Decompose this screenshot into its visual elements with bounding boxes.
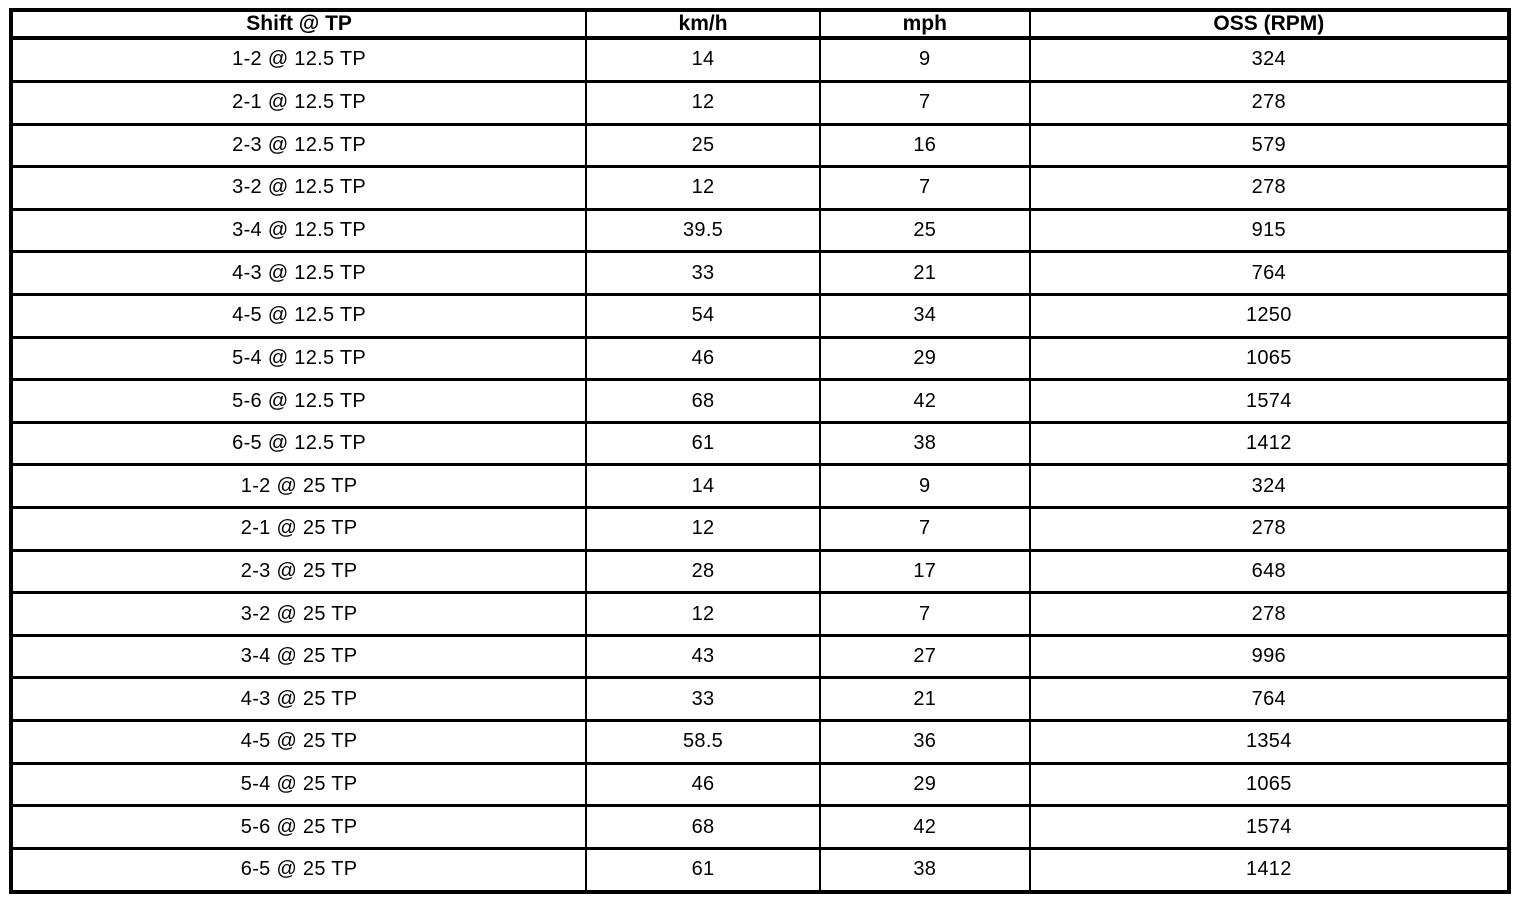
table-row: [11, 465, 1509, 508]
column-header-mph: mph: [820, 10, 1030, 38]
table-row: [11, 38, 1509, 81]
table-row: [11, 209, 1509, 252]
oss-rpm-cell: 324: [1030, 38, 1509, 81]
kmh-cell: 46: [586, 763, 820, 806]
mph-cell: 7: [820, 81, 1030, 124]
mph-cell: 21: [820, 678, 1030, 721]
kmh-cell: 68: [586, 380, 820, 423]
kmh-cell: 12: [586, 81, 820, 124]
shift-cell: 4-5 @ 12.5 TP: [11, 294, 586, 337]
kmh-cell: 46: [586, 337, 820, 380]
oss-rpm-cell: 1250: [1030, 294, 1509, 337]
header-row: [11, 10, 1509, 38]
oss-rpm-cell: 648: [1030, 550, 1509, 593]
mph-cell: 7: [820, 508, 1030, 551]
kmh-cell: 14: [586, 465, 820, 508]
shift-cell: 5-4 @ 25 TP: [11, 763, 586, 806]
oss-rpm-cell: 996: [1030, 635, 1509, 678]
mph-cell: 17: [820, 550, 1030, 593]
table-body: [11, 38, 1509, 892]
table-row: [11, 678, 1509, 721]
table-row: [11, 252, 1509, 295]
oss-rpm-cell: 1412: [1030, 422, 1509, 465]
oss-rpm-cell: 764: [1030, 252, 1509, 295]
table-row: [11, 508, 1509, 551]
shift-cell: 6-5 @ 25 TP: [11, 848, 586, 892]
table-row: [11, 550, 1509, 593]
shift-cell: 4-3 @ 25 TP: [11, 678, 586, 721]
shift-cell: 4-5 @ 25 TP: [11, 721, 586, 764]
kmh-cell: 61: [586, 422, 820, 465]
table-row: [11, 380, 1509, 423]
mph-cell: 7: [820, 593, 1030, 636]
oss-rpm-cell: 1574: [1030, 380, 1509, 423]
mph-cell: 42: [820, 380, 1030, 423]
mph-cell: 21: [820, 252, 1030, 295]
kmh-cell: 68: [586, 806, 820, 849]
table-row: [11, 635, 1509, 678]
mph-cell: 25: [820, 209, 1030, 252]
mph-cell: 34: [820, 294, 1030, 337]
table-row: [11, 763, 1509, 806]
oss-rpm-cell: 915: [1030, 209, 1509, 252]
shift-cell: 5-4 @ 12.5 TP: [11, 337, 586, 380]
kmh-cell: 12: [586, 593, 820, 636]
kmh-cell: 12: [586, 508, 820, 551]
kmh-cell: 43: [586, 635, 820, 678]
oss-rpm-cell: 1412: [1030, 848, 1509, 892]
table-row: [11, 848, 1509, 892]
shift-cell: 1-2 @ 12.5 TP: [11, 38, 586, 81]
mph-cell: 27: [820, 635, 1030, 678]
mph-cell: 29: [820, 337, 1030, 380]
column-header-shift-tp: Shift @ TP: [11, 10, 586, 38]
oss-rpm-cell: 1574: [1030, 806, 1509, 849]
table-row: [11, 294, 1509, 337]
oss-rpm-cell: 278: [1030, 593, 1509, 636]
mph-cell: 38: [820, 422, 1030, 465]
table-row: [11, 81, 1509, 124]
shift-cell: 1-2 @ 25 TP: [11, 465, 586, 508]
oss-rpm-cell: 1065: [1030, 337, 1509, 380]
kmh-cell: 39.5: [586, 209, 820, 252]
shift-cell: 2-3 @ 12.5 TP: [11, 124, 586, 167]
oss-rpm-cell: 1354: [1030, 721, 1509, 764]
kmh-cell: 61: [586, 848, 820, 892]
kmh-cell: 54: [586, 294, 820, 337]
oss-rpm-cell: 278: [1030, 81, 1509, 124]
kmh-cell: 14: [586, 38, 820, 81]
table-row: [11, 806, 1509, 849]
table-row: [11, 337, 1509, 380]
kmh-cell: 28: [586, 550, 820, 593]
mph-cell: 7: [820, 167, 1030, 210]
column-header-kmh: km/h: [586, 10, 820, 38]
kmh-cell: 33: [586, 252, 820, 295]
column-header-oss-rpm: OSS (RPM): [1030, 10, 1509, 38]
shift-cell: 3-4 @ 25 TP: [11, 635, 586, 678]
kmh-cell: 58.5: [586, 721, 820, 764]
shift-cell: 5-6 @ 12.5 TP: [11, 380, 586, 423]
shift-cell: 6-5 @ 12.5 TP: [11, 422, 586, 465]
table-row: [11, 167, 1509, 210]
shift-cell: 2-3 @ 25 TP: [11, 550, 586, 593]
mph-cell: 29: [820, 763, 1030, 806]
oss-rpm-cell: 278: [1030, 167, 1509, 210]
oss-rpm-cell: 278: [1030, 508, 1509, 551]
oss-rpm-cell: 579: [1030, 124, 1509, 167]
mph-cell: 42: [820, 806, 1030, 849]
table-row: [11, 124, 1509, 167]
mph-cell: 38: [820, 848, 1030, 892]
oss-rpm-cell: 324: [1030, 465, 1509, 508]
oss-rpm-cell: 764: [1030, 678, 1509, 721]
mph-cell: 36: [820, 721, 1030, 764]
mph-cell: 9: [820, 38, 1030, 81]
shift-cell: 4-3 @ 12.5 TP: [11, 252, 586, 295]
mph-cell: 9: [820, 465, 1030, 508]
table-row: [11, 721, 1509, 764]
shift-cell: 2-1 @ 25 TP: [11, 508, 586, 551]
mph-cell: 16: [820, 124, 1030, 167]
table-row: [11, 593, 1509, 636]
shift-cell: 5-6 @ 25 TP: [11, 806, 586, 849]
oss-rpm-cell: 1065: [1030, 763, 1509, 806]
kmh-cell: 12: [586, 167, 820, 210]
shift-cell: 3-2 @ 25 TP: [11, 593, 586, 636]
shift-speed-table: [9, 8, 1511, 894]
kmh-cell: 33: [586, 678, 820, 721]
shift-cell: 3-4 @ 12.5 TP: [11, 209, 586, 252]
shift-cell: 2-1 @ 12.5 TP: [11, 81, 586, 124]
table-row: [11, 422, 1509, 465]
kmh-cell: 25: [586, 124, 820, 167]
shift-cell: 3-2 @ 12.5 TP: [11, 167, 586, 210]
